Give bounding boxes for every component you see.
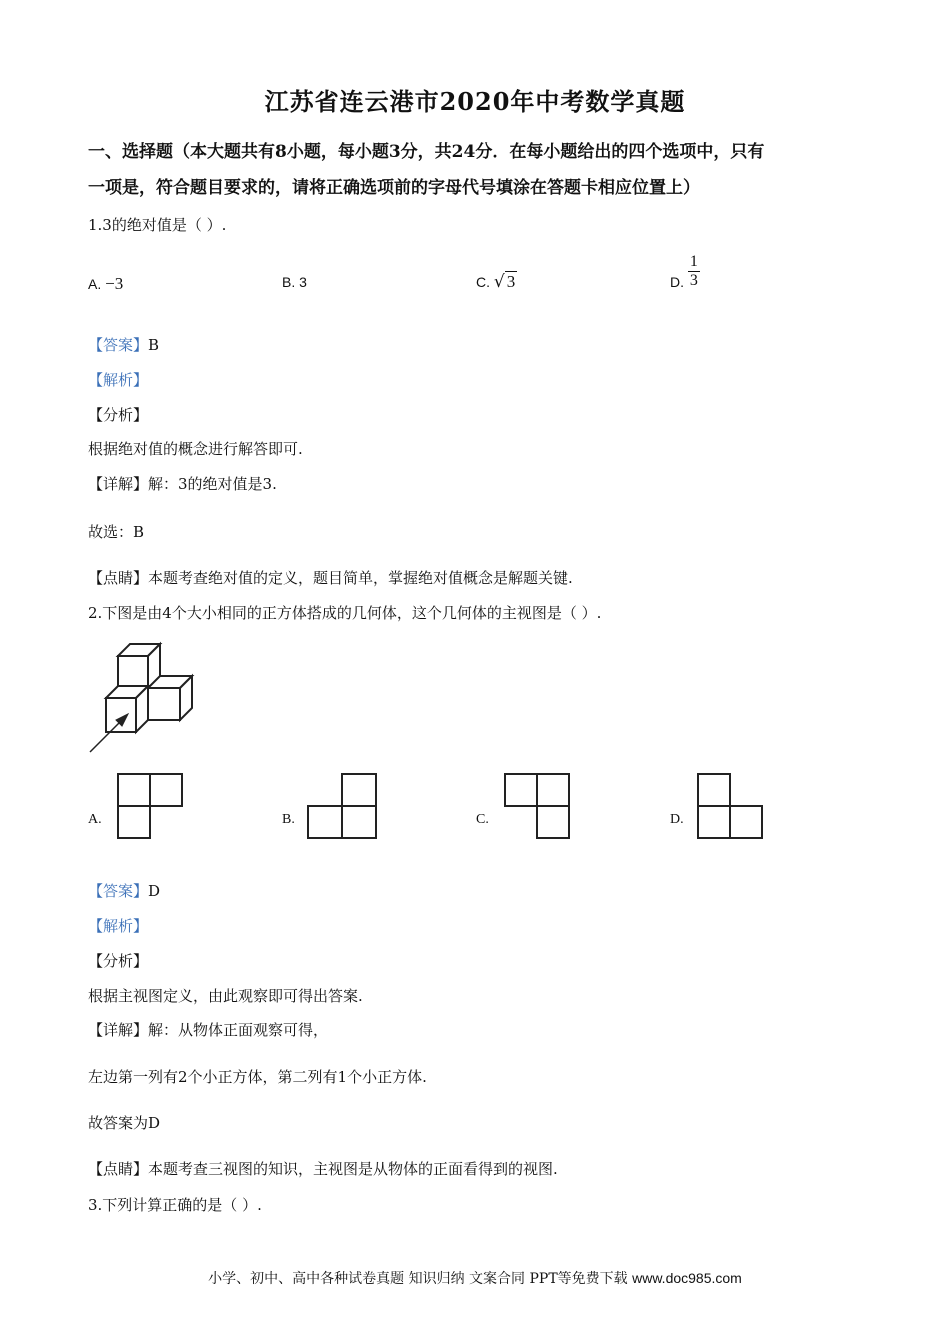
footer-site-link[interactable]: www.doc985.com — [632, 1270, 742, 1286]
sqrt-radicand: 3 — [506, 272, 516, 291]
q2-xiangjie: 解：从物体正面观察可得， — [148, 1021, 329, 1039]
q2-answer-row — [88, 880, 160, 902]
q1-option-c — [476, 272, 517, 292]
q2-xiangjie-tag: 【详解】 — [88, 1021, 149, 1039]
fraction-numerator: 1 — [689, 252, 698, 270]
cube-solid-figure — [88, 638, 198, 758]
q1-fenxi-tag: 【分析】 — [88, 406, 149, 424]
q1-dianjing: 本题考查绝对值的定义，题目简单，掌握绝对值概念是解题关键. — [148, 569, 573, 587]
q1-jiexi-tag: 【解析】 — [88, 371, 149, 389]
q1-option-c-label: C. — [476, 274, 490, 290]
q2-dianjing-tag: 【点睛】 — [88, 1160, 149, 1178]
front-cube-front-face — [106, 698, 136, 732]
q1-xiangjie-row — [88, 473, 277, 495]
q1-option-a-value: −3 — [105, 274, 124, 293]
section-heading-line-2: 一项是，符合题目要求的，请将正确选项前的字母代号填涂在答题卡相应位置上） — [88, 178, 700, 198]
q2-detail: 左边第一列有2个小正方体，第二列有1个小正方体. — [88, 1068, 427, 1086]
q1-option-b — [282, 274, 307, 290]
q1-xiangjie-tag: 【详解】 — [88, 475, 149, 493]
q1-guxuan: 故选：B — [88, 523, 145, 541]
q2-option-c-figure — [503, 772, 573, 840]
q1-option-d — [670, 252, 700, 290]
q2-conclusion: 故答案为D — [88, 1114, 161, 1132]
q1-answer-tag: 【答案】 — [88, 336, 149, 354]
right-cube-front-face — [148, 688, 180, 720]
q2-option-a-label: A. — [88, 812, 102, 827]
q1-dianjing-tag: 【点睛】 — [88, 569, 149, 587]
q2-option-d-label: D. — [670, 812, 684, 827]
q2-option-a-figure — [116, 772, 184, 840]
section-heading — [88, 134, 878, 206]
q2-fenxi: 根据主视图定义，由此观察即可得出答案. — [88, 987, 363, 1005]
sqrt-sign: √ — [493, 272, 505, 292]
q1-option-a-label: A. — [88, 276, 102, 292]
q2-fenxi-tag: 【分析】 — [88, 952, 149, 970]
q1-option-c-value — [494, 272, 517, 291]
q2-stem: 2.下图是由4个大小相同的正方体搭成的几何体，这个几何体的主视图是（ ）. — [88, 604, 602, 622]
q1-answer-row — [88, 334, 159, 356]
q2-answer: D — [148, 882, 161, 900]
q1-option-d-fraction — [688, 253, 700, 290]
q1-option-a — [88, 274, 123, 294]
page-title: 江苏省连云港市2020年中考数学真题 — [264, 87, 686, 116]
fraction-denominator: 3 — [689, 271, 698, 289]
q2-option-b-figure — [306, 772, 378, 840]
q1-stem: 1.3的绝对值是（ ）. — [88, 216, 227, 234]
q2-dianjing: 本题考查三视图的知识，主视图是从物体的正面看得到的视图. — [148, 1160, 558, 1178]
footer-text: 小学、初中、高中各种试卷真题 知识归纳 文案合同 PPT等免费下载 — [208, 1271, 633, 1287]
q1-option-d-label: D. — [670, 274, 684, 290]
q1-option-b-label: B. — [282, 274, 296, 290]
q2-option-b-label: B. — [282, 812, 295, 827]
q2-answer-tag: 【答案】 — [88, 882, 149, 900]
q1-option-b-value: 3 — [299, 274, 307, 290]
q1-fenxi: 根据绝对值的概念进行解答即可. — [88, 440, 303, 458]
q1-answer: B — [148, 336, 160, 354]
q2-option-d-figure — [696, 772, 766, 840]
q2-jiexi-tag: 【解析】 — [88, 917, 149, 935]
q1-xiangjie: 解：3的绝对值是3. — [148, 475, 277, 493]
q2-dianjing-row — [88, 1158, 558, 1180]
page-footer — [0, 1268, 950, 1288]
section-heading-line-1: 一、选择题（本大题共有8小题，每小题3分，共24分．在每小题给出的四个选项中，只有 — [88, 142, 765, 162]
q2-option-c-label: C. — [476, 812, 489, 827]
q2-xiangjie-row — [88, 1019, 328, 1041]
q1-dianjing-row — [88, 567, 573, 589]
q3-stem: 3.下列计算正确的是（ ）. — [88, 1196, 262, 1214]
